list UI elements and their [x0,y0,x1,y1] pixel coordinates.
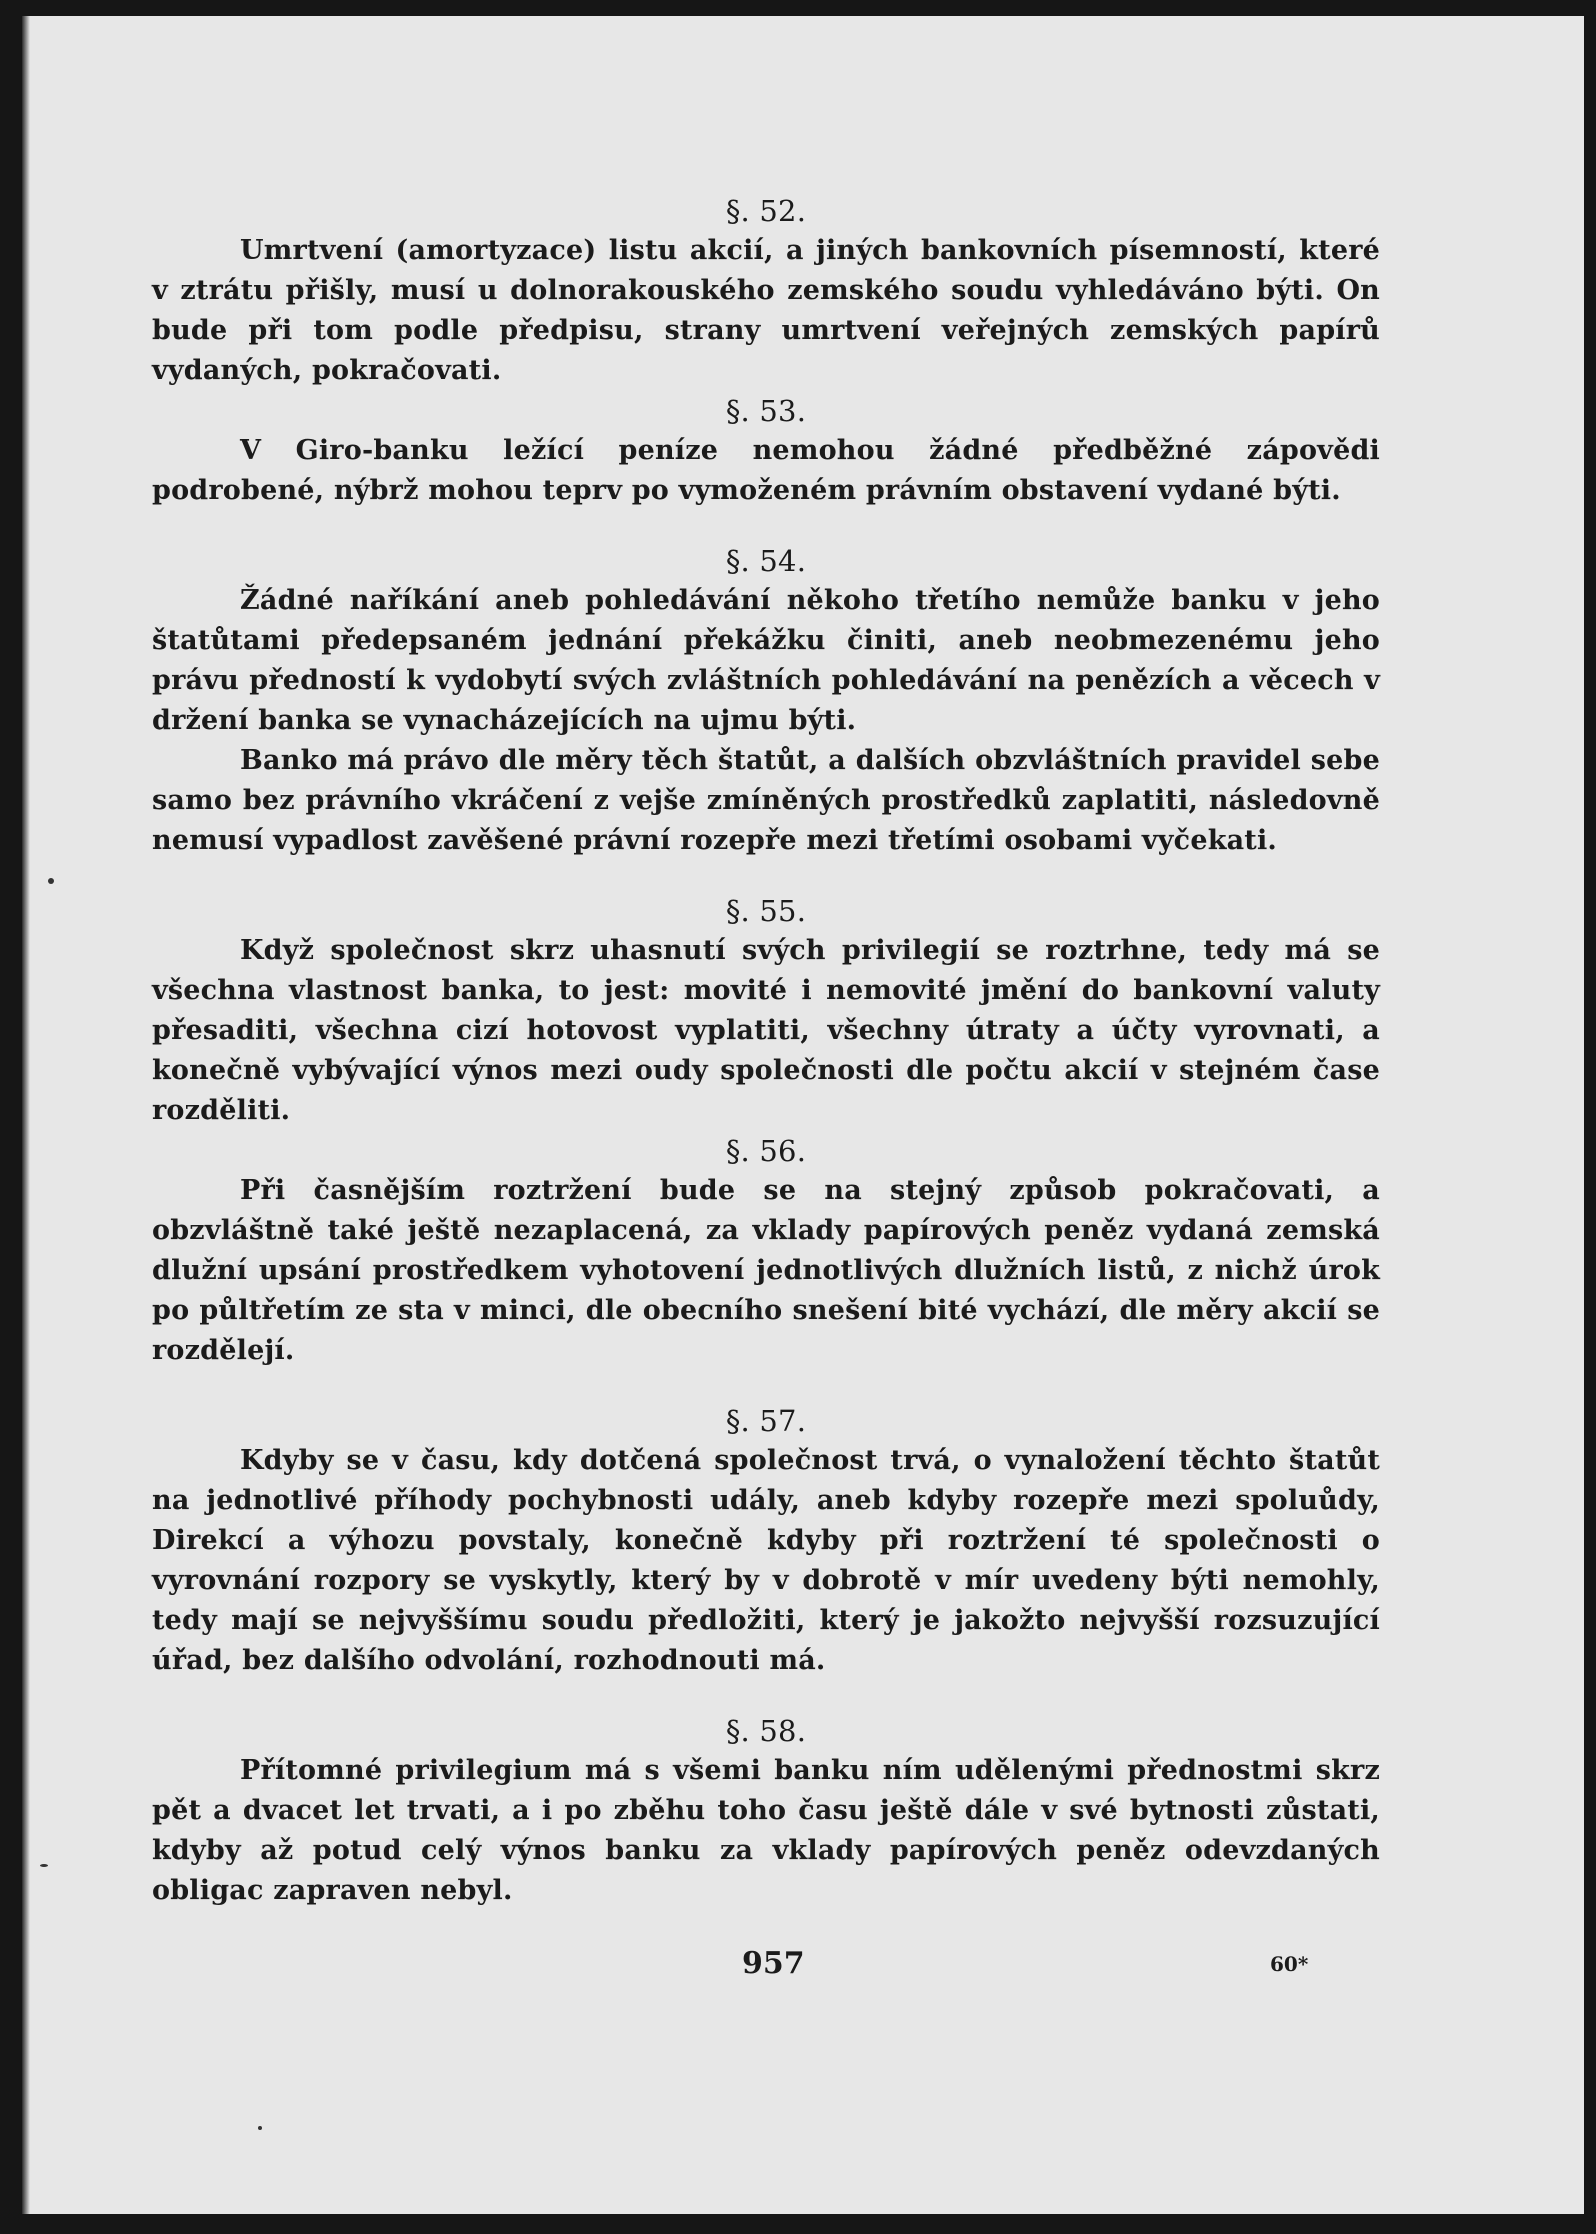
section-heading: §. 53. [725,394,807,428]
sheet-signature-mark: 60* [1270,1952,1309,1976]
document-page [22,16,1584,2214]
section-paragraph: Přítomné privilegium má s všemi banku ním udělenými přednostmi skrz pět a dvacet let trvati, a i po zběhu toho času ještě dále v své bytnosti zůstati, kdyby až potud celý výnos banku za vklady papírových peněz odevzdaných obligac zapraven nebyl. [152,1755,1380,1906]
section-heading: §. 55. [725,894,807,928]
page-number: 957 [742,1946,805,1981]
section-heading: §. 54. [725,544,807,578]
section-heading: §. 52. [725,194,807,228]
section-paragraph: Když společnost skrz uhasnutí svých privilegií se roztrhne, tedy má se všechna vlastnost banka, to jest: movité i nemovité jmění do bankovní valuty přesaditi, všechna cizí hotovost vyplatiti, všechny útraty a účty vyrovnati, a konečně vybývající výnos mezi oudy společnosti dle počtu akcií v stejném čase rozděliti. [152,935,1380,1126]
section-paragraph: Umrtvení (amortyzace) listu akcií, a jiných bankovních písemností, které v ztrátu přišly, musí u dolnorakouského zemského soudu vyhledáváno býti. On bude při tom podle předpisu, strany umrtvení veřejných zemských papírů vydaných, pokračovati. [152,235,1380,386]
section-heading: §. 57. [725,1404,807,1438]
page-body [152,191,1380,1911]
section-paragraph: V Giro-banku ležící peníze nemohou žádné předběžné zápovědi podrobené, nýbrž mohou teprv po vymoženém právním obstavení vydané býti. [152,435,1380,506]
section-paragraph: Žádné naříkání aneb pohledávání někoho třetího nemůže banku v jeho štatůtami předepsaném jednání překážku činiti, aneb neobmezenému jeho právu předností k vydobytí svých zvláštních pohledávání na penězích a věcech v držení banka se vynacházejících na ujmu býti. [152,585,1380,736]
section-heading: §. 58. [725,1714,807,1748]
paper-speck [258,2126,262,2130]
paper-speck [48,878,54,884]
section-paragraph: Banko má právo dle měry těch štatůt, a dalších obzvláštních pravidel sebe samo bez právního vkráčení z vejše zmíněných prostředků zaplatiti, následovně nemusí vypadlost zavěšené právní rozepře mezi třetími osobami vyčekati. [152,745,1380,856]
section-heading: §. 56. [725,1134,807,1168]
section-paragraph: Při časnějším roztržení bude se na stejný způsob pokračovati, a obzvláštně také ještě nezaplacená, za vklady papírových peněz vydaná zemská dlužní upsání prostředkem vyhotovení jednotlivých dlužních listů, z nichž úrok po půltřetím ze sta v minci, dle obecního snešení bité vychází, dle měry akcií se rozdělejí. [152,1175,1380,1366]
paper-speck [40,1864,48,1867]
binding-shadow [22,16,30,2214]
section-paragraph: Kdyby se v času, kdy dotčená společnost trvá, o vynaložení těchto štatůt na jednotlivé příhody pochybnosti udály, aneb kdyby rozepře mezi spoluůdy, Direkcí a výhozu povstaly, konečně kdyby při roztržení té společnosti o vyrovnání rozpory se vyskytly, který by v dobrotě v mír uvedeny býti nemohly, tedy mají se nejvyššímu soudu předložiti, který je jakožto nejvyšší rozsuzující úřad, bez dalšího odvolání, rozhodnouti má. [152,1445,1380,1676]
